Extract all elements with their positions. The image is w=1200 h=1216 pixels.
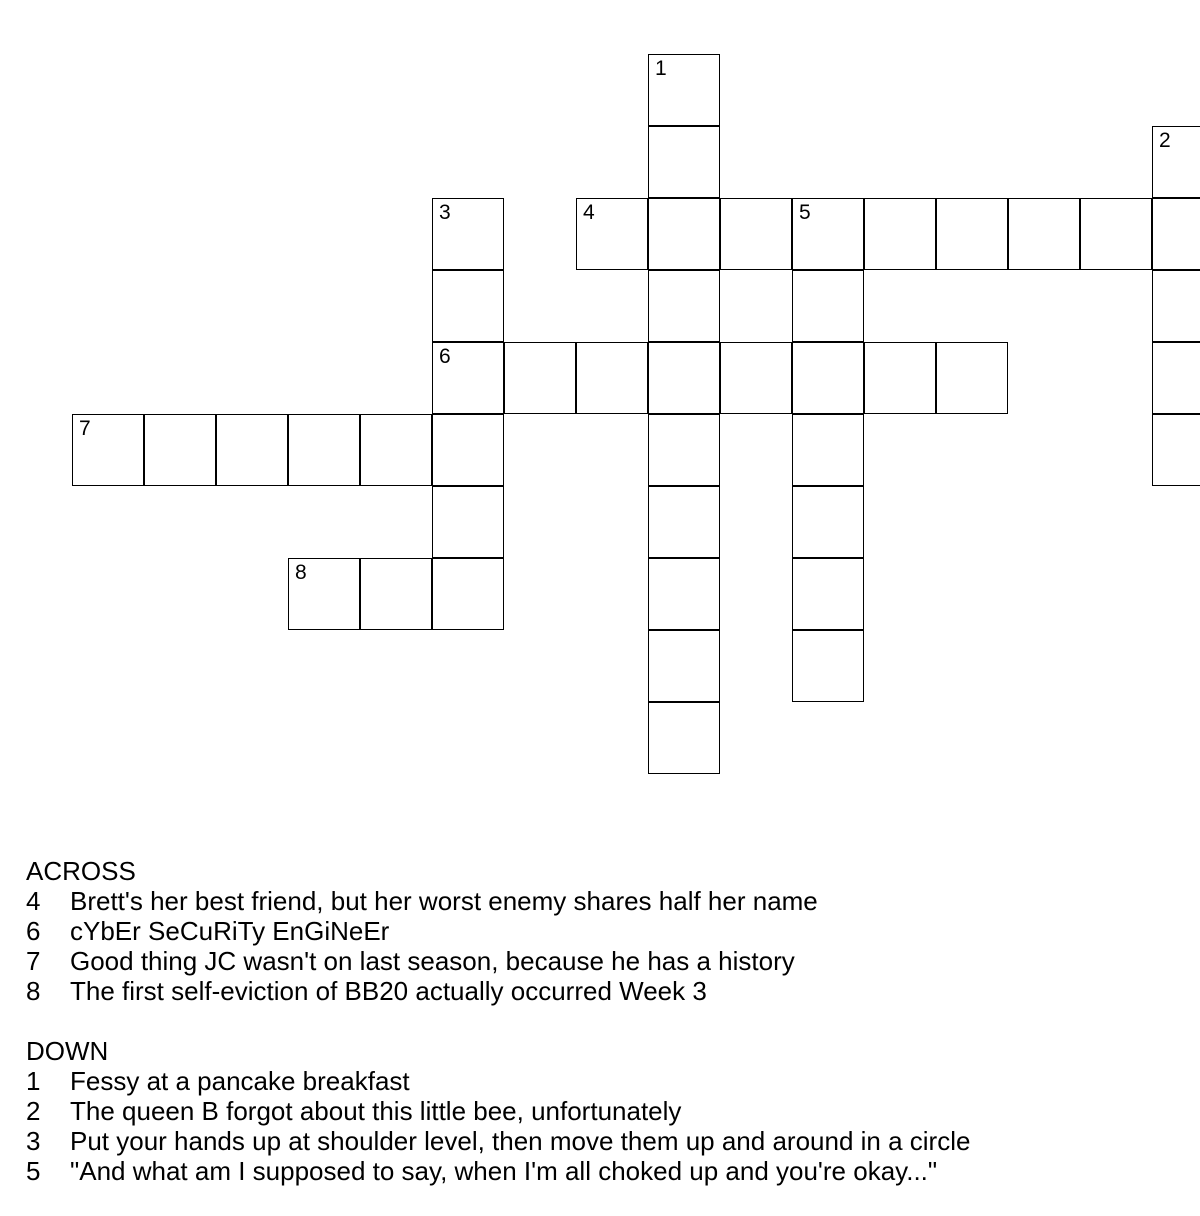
grid-cell[interactable] [648, 342, 720, 414]
grid-cell[interactable] [792, 630, 864, 702]
grid-cell[interactable] [792, 486, 864, 558]
grid-cell[interactable] [144, 414, 216, 486]
grid-cell[interactable] [936, 342, 1008, 414]
grid-cell[interactable] [1008, 198, 1080, 270]
grid-cell[interactable] [792, 270, 864, 342]
clue-text: The first self-eviction of BB20 actually occurred Week 3 [70, 976, 707, 1006]
grid-cell[interactable] [360, 558, 432, 630]
grid-cell[interactable] [288, 558, 360, 630]
grid-cell[interactable] [864, 342, 936, 414]
clue-row-down-1 [26, 1066, 970, 1096]
clue-number: 6 [26, 916, 41, 946]
grid-cell[interactable] [648, 558, 720, 630]
grid-cell[interactable] [1152, 198, 1200, 270]
clue-list [26, 856, 970, 1186]
grid-cell[interactable] [432, 414, 504, 486]
clue-number: 1 [26, 1066, 41, 1096]
clue-number: 7 [26, 946, 41, 976]
grid-cell[interactable] [288, 414, 360, 486]
grid-cell[interactable] [792, 414, 864, 486]
grid-cell[interactable] [432, 270, 504, 342]
grid-cell[interactable] [1152, 342, 1200, 414]
grid-cell[interactable] [864, 198, 936, 270]
grid-cell[interactable] [648, 126, 720, 198]
clue-number-label: 6 [439, 345, 451, 368]
clue-number-label: 4 [583, 201, 595, 224]
clue-text: Brett's her best friend, but her worst enemy shares half her name [70, 886, 818, 916]
clue-number: 8 [26, 976, 41, 1006]
clue-number: 2 [26, 1096, 41, 1126]
clue-row-down-5 [26, 1156, 970, 1186]
grid-cell[interactable] [72, 414, 144, 486]
grid-cell[interactable] [648, 486, 720, 558]
clue-number-label: 1 [655, 57, 667, 80]
clue-number: 4 [26, 886, 41, 916]
clue-row-across-6 [26, 916, 970, 946]
grid-cell[interactable] [576, 198, 648, 270]
clue-number-label: 8 [295, 561, 307, 584]
grid-cell[interactable] [648, 54, 720, 126]
clue-row-across-4 [26, 886, 970, 916]
grid-cell[interactable] [576, 342, 648, 414]
grid-cell[interactable] [1152, 126, 1200, 198]
clue-number-label: 7 [79, 417, 91, 440]
clue-text: Good thing JC wasn't on last season, because he has a history [70, 946, 795, 976]
grid-cell[interactable] [216, 414, 288, 486]
grid-cell[interactable] [360, 414, 432, 486]
clue-row-down-2 [26, 1096, 970, 1126]
down-heading: DOWN [26, 1036, 109, 1066]
clue-text: The queen B forgot about this little bee, unfortunately [70, 1096, 682, 1126]
grid-cell[interactable] [936, 198, 1008, 270]
clue-text: cYbEr SeCuRiTy EnGiNeEr [70, 916, 390, 946]
grid-cell[interactable] [1152, 270, 1200, 342]
across-heading: ACROSS [26, 856, 136, 886]
clue-row-across-7 [26, 946, 970, 976]
grid-cell[interactable] [648, 630, 720, 702]
clue-number-label: 2 [1159, 129, 1171, 152]
grid-cell[interactable] [432, 198, 504, 270]
grid-cell[interactable] [720, 198, 792, 270]
clue-text: Fessy at a pancake breakfast [70, 1066, 410, 1096]
grid-cell[interactable] [432, 342, 504, 414]
clue-number-label: 3 [439, 201, 451, 224]
grid-cell[interactable] [1152, 414, 1200, 486]
grid-cell[interactable] [432, 558, 504, 630]
clue-text: Put your hands up at shoulder level, then move them up and around in a circle [70, 1126, 971, 1156]
clue-number: 3 [26, 1126, 41, 1156]
clue-number-label: 5 [799, 201, 811, 224]
grid-cell[interactable] [792, 558, 864, 630]
clue-number: 5 [26, 1156, 41, 1186]
grid-cell[interactable] [720, 342, 792, 414]
grid-cell[interactable] [1080, 198, 1152, 270]
grid-cell[interactable] [648, 702, 720, 774]
grid-cell[interactable] [504, 342, 576, 414]
clue-row-across-8 [26, 976, 970, 1006]
clue-row-down-3 [26, 1126, 970, 1156]
grid-cell[interactable] [648, 270, 720, 342]
grid-cell[interactable] [432, 486, 504, 558]
grid-cell[interactable] [648, 414, 720, 486]
clue-text: "And what am I supposed to say, when I'm all choked up and you're okay..." [70, 1156, 938, 1186]
grid-cell[interactable] [648, 198, 720, 270]
clue-spacer [26, 1006, 970, 1036]
grid-cell[interactable] [792, 198, 864, 270]
grid-cell[interactable] [792, 342, 864, 414]
